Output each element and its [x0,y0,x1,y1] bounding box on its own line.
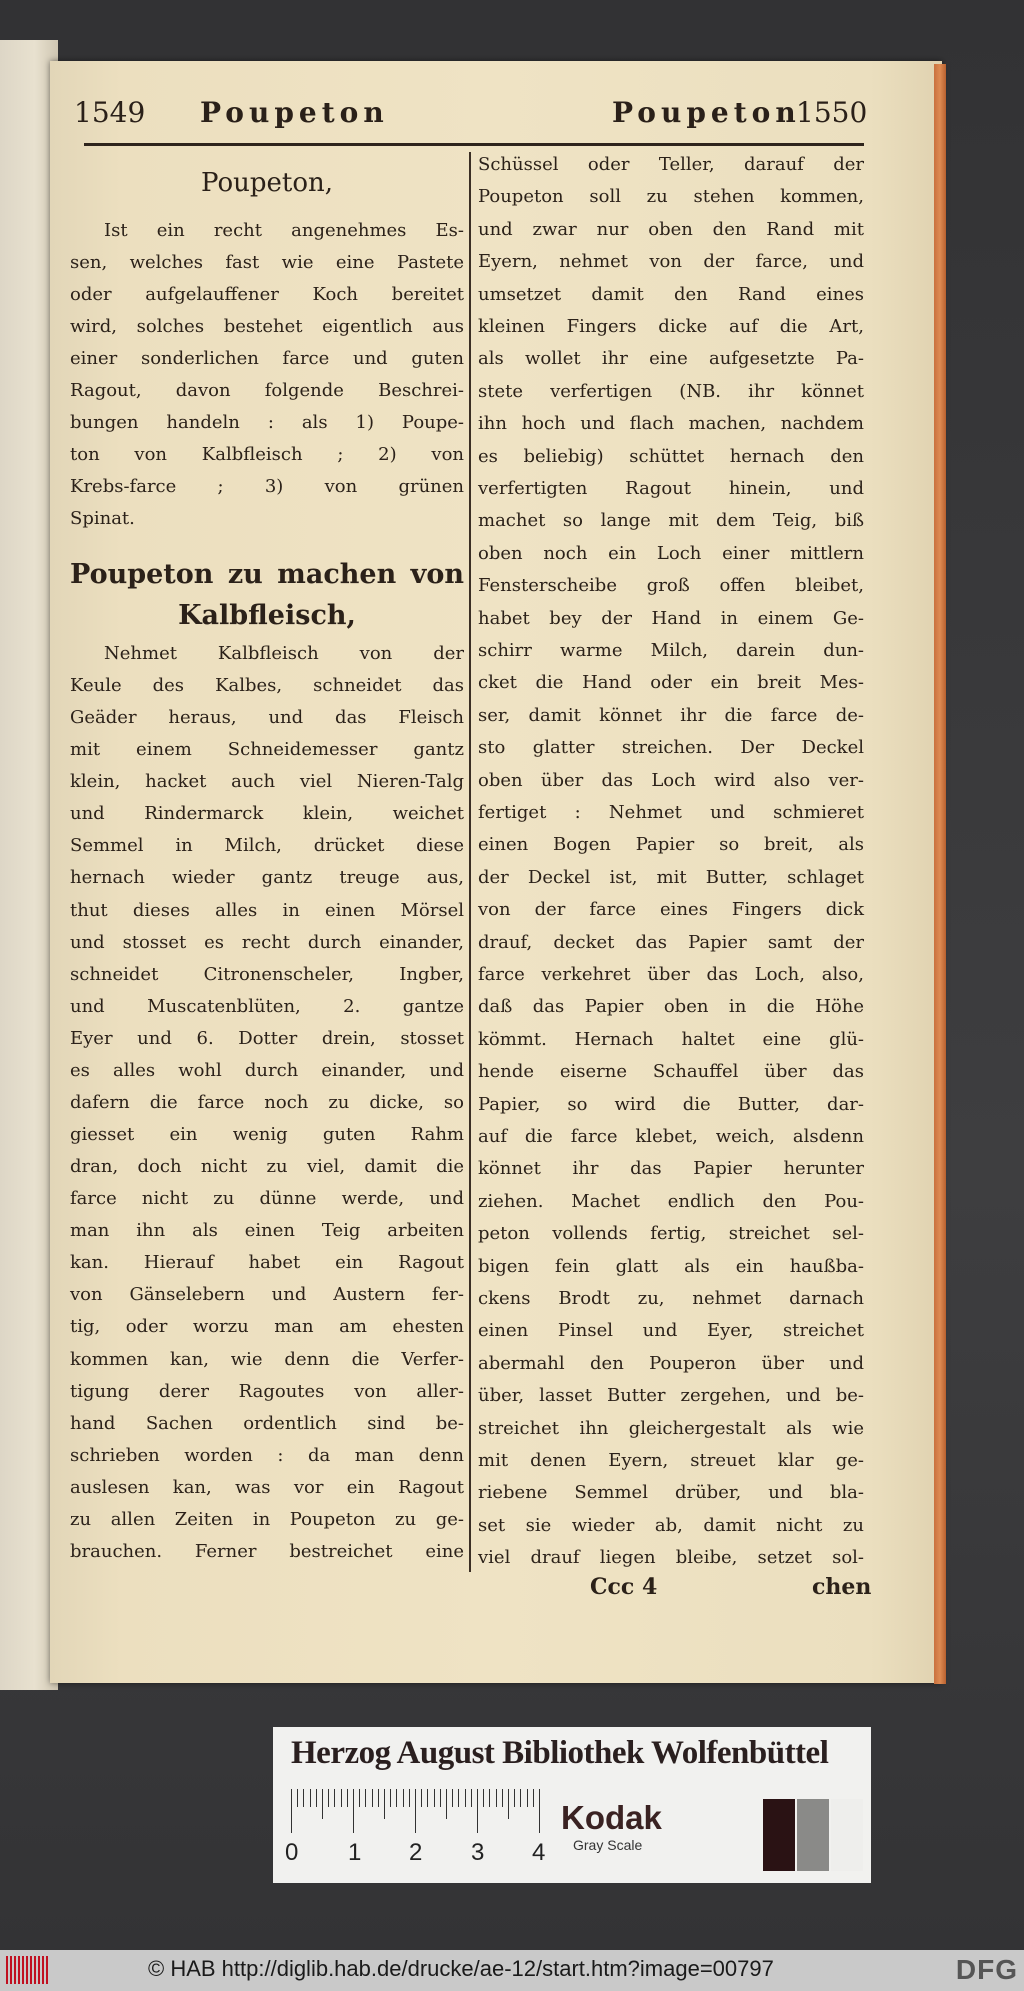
text-line: ziehen. Machet endlich den Pou- [478,1190,864,1212]
footer-bar [0,1950,1024,1991]
recipe-heading-line-2: Kalbfleisch, [178,600,356,631]
ruler-tick [347,1789,348,1807]
text-line: Ragout, davon folgende Beschrei- [70,380,464,401]
ruler-tick [477,1789,478,1833]
text-line: drauf, decket das Papier samt der [478,931,864,953]
kodak-logo: Kodak [561,1799,662,1836]
text-line: Semmel in Milch, drücket diese [70,835,464,857]
ruler-number: 3 [471,1839,485,1866]
text-line: farce nicht zu dünne werde, und [70,1188,464,1210]
ruler-number: 4 [532,1839,546,1866]
gray-patch-dark [763,1799,795,1871]
text-line: streichet ihn gleichergestalt als wie [478,1417,864,1439]
text-line: fertiget : Nehmet und schmieret [478,802,864,823]
catchword: chen [812,1574,872,1600]
text-line: giesset ein wenig guten Rahm [70,1124,464,1146]
ruler-tick [384,1789,385,1819]
text-line: peton vollends fertig, streichet sel- [478,1223,864,1245]
text-line: sto glatter streichen. Der Deckel [478,737,864,759]
text-line: einen Bogen Papier so breit, als [478,834,864,856]
text-line: oder aufgelauffener Koch bereitet [70,284,464,305]
text-line: schrieben worden : da man denn [70,1444,464,1466]
ruler-tick [483,1789,484,1807]
ruler-tick [316,1789,317,1807]
text-line: thut dieses alles in einen Mörsel [70,899,464,921]
hab-logo-icon [6,1956,48,1984]
ruler-tick [427,1789,428,1807]
gray-patch-light [831,1799,863,1871]
ruler-tick [465,1789,466,1807]
ruler-tick [502,1789,503,1807]
text-line: hende eiserne Schauffel über das [478,1061,864,1083]
ruler-tick [291,1789,292,1833]
text-line: umsetzet damit den Rand eines [478,283,864,305]
text-line: hernach wieder gantz treuge aus, [70,867,464,889]
text-line: farce verkehret über das Loch, also, [478,964,864,985]
text-line: schneidet Citronenscheler, Ingber, [70,963,464,985]
ruler-tick [496,1789,497,1807]
text-line: ckens Brodt zu, nehmet darnach [478,1288,864,1309]
text-line: Geäder heraus, und das Fleisch [70,707,464,729]
ruler-tick [365,1789,366,1807]
text-line: ton von Kalbfleisch ; 2) von [70,444,464,465]
ruler-number: 2 [409,1839,423,1866]
ruler-tick [446,1789,447,1819]
text-line: und Muscatenblüten, 2. gantze [70,995,464,1017]
gray-scale-label: Gray Scale [573,1837,643,1853]
text-line: kommen kan, wie denn die Verfer- [70,1348,464,1370]
ruler-tick [539,1789,540,1833]
text-line: stete verfertigen (NB. ihr könnet [478,380,864,402]
text-line: es alles wohl durch einander, und [70,1059,464,1081]
dfg-logo: DFG [955,1954,1018,1985]
text-line: riebene Semmel drüber, und bla- [478,1482,864,1504]
text-line: brauchen. Ferner bestreichet eine [70,1540,464,1562]
text-line: Nehmet Kalbfleisch von der [104,643,464,664]
ruler-tick [421,1789,422,1807]
ruler-tick [378,1789,379,1807]
right-page-number: 1550 [796,96,868,129]
ruler-tick [514,1789,515,1807]
text-line: mit einem Schneidemesser gantz [70,739,464,761]
text-line: Eyern, nehmet von der farce, und [478,251,864,273]
text-line: könnet ihr das Papier herunter [478,1158,864,1180]
ruler-tick [527,1789,528,1807]
text-line: dran, doch nicht zu viel, damit die [70,1156,464,1178]
ruler-tick [508,1789,509,1819]
text-line: daß das Papier oben in die Höhe [478,996,864,1018]
ruler-number: 1 [348,1839,362,1866]
text-line: oben noch ein Loch einer mittlern [478,542,864,564]
ruler-scale [291,1789,547,1839]
text-line: mit denen Eyern, streuet klar ge- [478,1450,864,1471]
ruler-tick [297,1789,298,1807]
text-line: Ist ein recht angenehmes Es- [104,220,464,241]
text-line: ser, damit könnet ihr die farce de- [478,704,864,726]
ruler-tick [403,1789,404,1807]
signature-mark: Ccc 4 [590,1574,658,1600]
text-line: auslesen kan, was vor ein Ragout [70,1476,464,1498]
ruler-tick [359,1789,360,1807]
text-line: Krebs-farce ; 3) von grünen [70,476,464,497]
text-line: einer sonderlichen farce und guten [70,348,464,369]
text-line: von Gänselebern und Austern fer- [70,1284,464,1306]
text-line: ihn hoch und flach machen, nachdem [478,413,864,435]
text-line: habet bey der Hand in einem Ge- [478,607,864,629]
text-line: von der farce eines Fingers dick [478,899,864,921]
text-line: schirr warme Milch, darein dun- [478,640,864,661]
ruler-tick [322,1789,323,1819]
ruler-tick [334,1789,335,1807]
color-reference-card [273,1727,871,1883]
text-line: dafern die farce noch zu dicke, so [70,1091,464,1113]
text-line: auf die farce klebet, weich, alsdenn [478,1126,864,1147]
text-line: Spinat. [70,508,135,529]
ruler-tick [452,1789,453,1807]
text-line: tigung derer Ragoutes von aller- [70,1380,464,1402]
ruler-number: 0 [285,1839,299,1866]
text-line: bungen handeln : als 1) Poupe- [70,412,464,433]
right-running-title: Poupeton [612,96,801,129]
text-line: klein, hacket auch viel Nieren-Talg [70,771,464,793]
column-divider [469,152,471,1572]
left-running-title: Poupeton [200,96,389,129]
text-line: kömmt. Hernach haltet eine glü- [478,1028,864,1050]
library-name: Herzog August Bibliothek Wolfenbüttel [291,1735,829,1771]
text-line: machet so lange mit dem Teig, biß [478,510,864,532]
text-line: bigen fein glatt als ein haußba- [478,1255,864,1277]
page-edge-colored [934,64,946,1684]
ruler-tick [328,1789,329,1807]
text-line: einen Pinsel und Eyer, streichet [478,1320,864,1342]
ruler-tick [415,1789,416,1833]
text-line: Fensterscheibe groß offen bleibet, [478,575,864,597]
text-line: hand Sachen ordentlich sind be- [70,1412,464,1434]
text-line: über, lasset Butter zergehen, und be- [478,1385,864,1407]
ruler-tick [310,1789,311,1807]
ruler-tick [489,1789,490,1807]
text-line: und stosset es recht durch einander, [70,931,464,953]
section-title: Poupeton, [201,168,333,198]
ruler-tick [434,1789,435,1807]
text-line: cket die Hand oder ein breit Mes- [478,672,864,694]
text-line: der Deckel ist, mit Butter, schlaget [478,866,864,888]
ruler-tick [409,1789,410,1807]
ruler-tick [396,1789,397,1807]
text-line: sen, welches fast wie eine Pastete [70,252,464,273]
text-line: und zwar nur oben den Rand mit [478,218,864,240]
text-line: Eyer und 6. Dotter drein, stosset [70,1027,464,1049]
text-line: set sie wieder ab, damit nicht zu [478,1514,864,1536]
ruler-tick [533,1789,534,1807]
text-line: man ihn als einen Teig arbeiten [70,1220,464,1242]
ruler-tick [390,1789,391,1807]
footer-copyright-link[interactable]: © HAB http://diglib.hab.de/drucke/ae-12/start.htm?image=00797 [148,1956,774,1981]
gray-patch-mid [797,1799,829,1871]
text-line: tig, oder worzu man am ehesten [70,1316,464,1338]
ruler-tick [520,1789,521,1807]
text-line: abermahl den Pouperon über und [478,1352,864,1374]
text-line: Keule des Kalbes, schneidet das [70,675,464,697]
text-line: Poupeton soll zu stehen kommen, [478,186,864,208]
text-line: es beliebig) schüttet hernach den [478,445,864,467]
recipe-heading-line-1: Poupeton zu machen von [70,559,464,590]
text-line: oben über das Loch wird also ver- [478,769,864,791]
ruler-tick [353,1789,354,1833]
text-line: Schüssel oder Teller, darauf der [478,154,864,175]
ruler-tick [471,1789,472,1807]
ruler-tick [341,1789,342,1807]
text-line: Papier, so wird die Butter, dar- [478,1093,864,1115]
text-line: zu allen Zeiten in Poupeton zu ge- [70,1508,464,1530]
text-line: kleinen Fingers dicke auf die Art, [478,316,864,337]
header-rule [84,143,864,146]
ruler-tick [303,1789,304,1807]
text-line: kan. Hierauf habet ein Ragout [70,1252,464,1274]
text-line: verfertigten Ragout hinein, und [478,478,864,499]
text-line: viel drauf liegen bleibe, setzet sol- [478,1547,864,1569]
text-line: wird, solches bestehet eigentlich aus [70,316,464,337]
text-line: und Rindermarck klein, weichet [70,803,464,825]
left-page-number: 1549 [74,96,146,129]
ruler-tick [458,1789,459,1807]
text-line: als wollet ihr eine aufgesetzte Pa- [478,348,864,370]
ruler-tick [440,1789,441,1807]
ruler-tick [372,1789,373,1807]
